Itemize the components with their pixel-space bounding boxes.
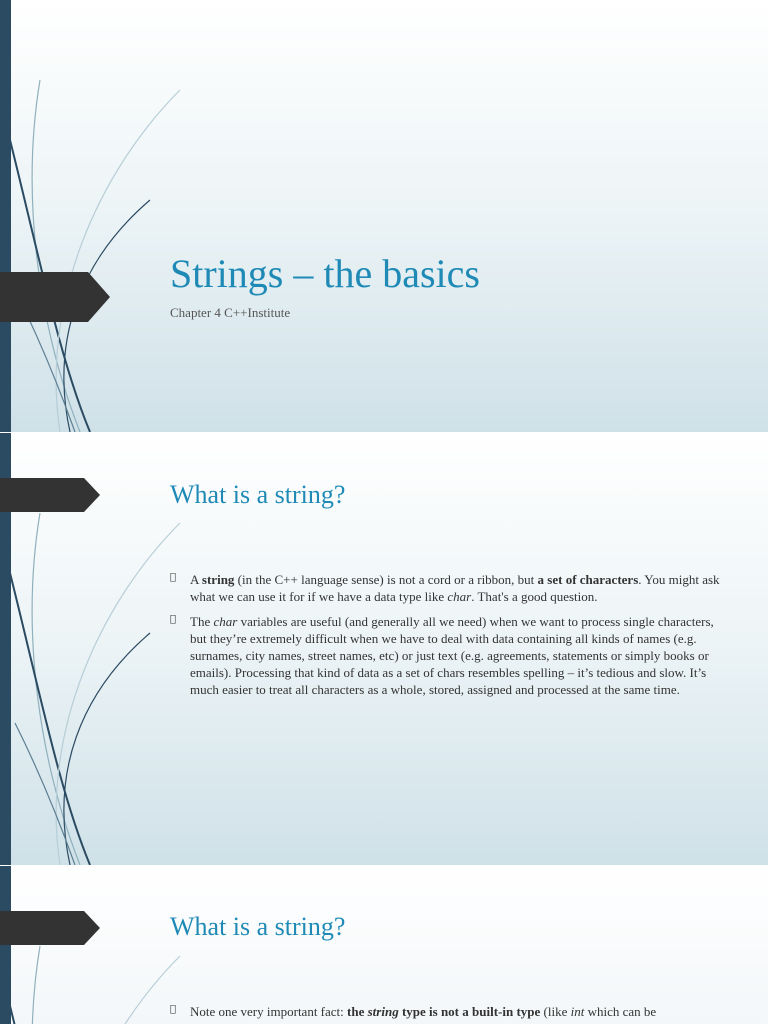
arrow-tab-icon [0,272,110,322]
left-accent-bar [0,866,11,1024]
bullet-text: Note one very important fact: the string type is not a built-in type (like int which can be [190,1004,657,1019]
swirl-lines-icon [0,0,200,432]
slide-title-text: Strings – the basics [170,251,480,296]
bullet-list [170,1003,725,1024]
arrow-tab-icon [0,911,100,945]
slide-heading: What is a string? [170,480,346,509]
bullet-icon [170,1001,176,1018]
bullet-text: A string (in the C++ language sense) is not a cord or a ribbon, but a set of characters. You might ask what we can use it for if we have a data type like char. That's a good question. [190,572,720,604]
slide-what-is-string-1 [0,433,768,865]
left-accent-bar [0,0,11,432]
slide-what-is-string-2 [0,866,768,1024]
bullet-text: The char variables are useful (and generally all we need) when we want to process single characters, but they’re extremely difficult when we have to deal with data containing all kinds of names (e.g. surnames, city names, street names, etc) or just text (e.g. agreements, statements or simply books or emails). Processing that kind of data as a set of chars resembles spelling – it’s tedious and slow. It’s much easier to treat all characters as a whole, stored, assigned and processed at the same time. [190,614,714,697]
slide-title [0,0,768,432]
slide-subtitle: Chapter 4 C++Institute [170,305,291,320]
bullet-icon [170,569,176,586]
bullet-list [170,571,725,706]
arrow-tab-icon [0,478,100,512]
slide-heading: What is a string? [170,912,346,941]
bullet-icon [170,611,176,628]
list-item [170,613,725,698]
list-item [170,571,725,605]
list-item [170,1003,725,1020]
